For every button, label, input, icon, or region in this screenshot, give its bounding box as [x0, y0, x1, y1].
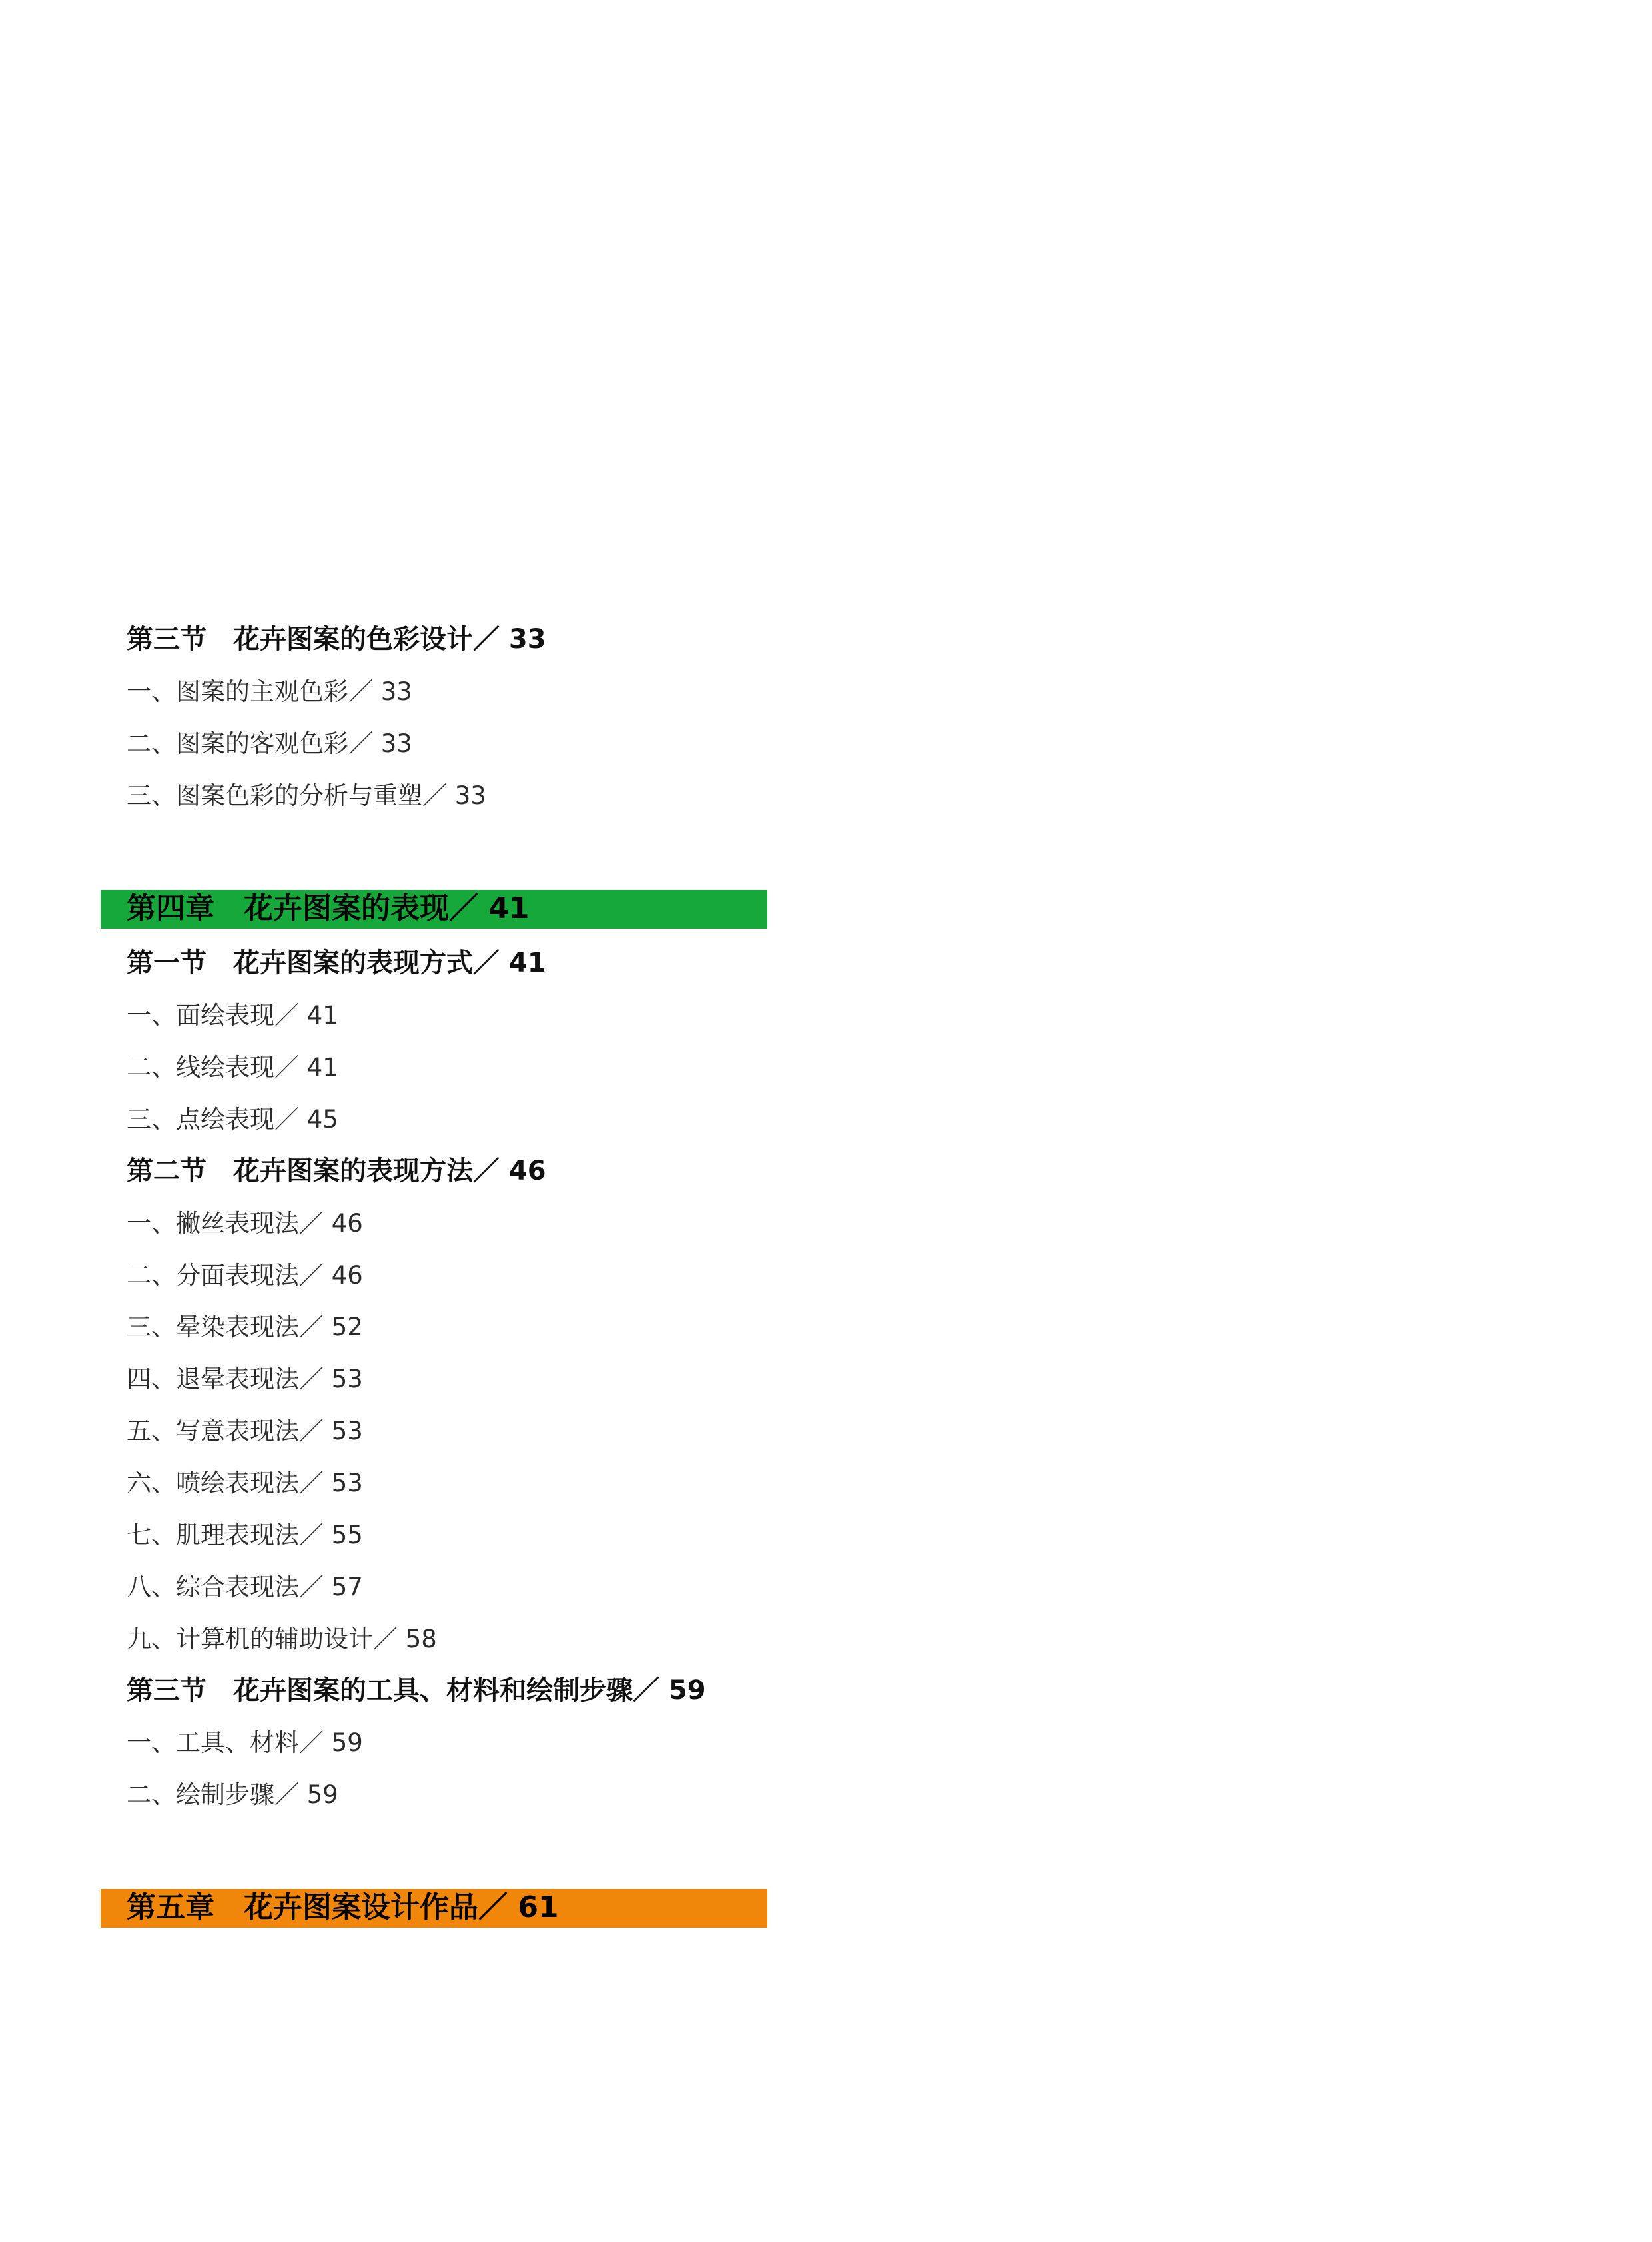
toc-item[interactable]: 三、晕染表现法／ 52: [127, 1313, 363, 1341]
toc-item[interactable]: 一、工具、材料／ 59: [127, 1728, 363, 1757]
toc-section-3-color-design[interactable]: 第三节 花卉图案的色彩设计／ 33: [127, 624, 546, 655]
toc-item[interactable]: 二、线绘表现／ 41: [127, 1053, 338, 1082]
toc-item[interactable]: 一、面绘表现／ 41: [127, 1001, 338, 1030]
toc-item[interactable]: 五、写意表现法／ 53: [127, 1417, 363, 1445]
toc-item[interactable]: 九、计算机的辅助设计／ 58: [127, 1625, 437, 1653]
toc-item[interactable]: 一、图案的主观色彩／ 33: [127, 677, 412, 706]
toc-item[interactable]: 二、分面表现法／ 46: [127, 1261, 363, 1290]
toc-item[interactable]: 三、点绘表现／ 45: [127, 1105, 338, 1134]
toc-item[interactable]: 四、退晕表现法／ 53: [127, 1365, 363, 1393]
toc-section-4-1[interactable]: 第一节 花卉图案的表现方式／ 41: [127, 948, 546, 978]
toc-item[interactable]: 三、图案色彩的分析与重塑／ 33: [127, 781, 486, 810]
toc-item[interactable]: 二、图案的客观色彩／ 33: [127, 729, 412, 758]
toc-chapter-4[interactable]: 第四章 花卉图案的表现／ 41: [127, 891, 530, 925]
toc-item[interactable]: 二、绘制步骤／ 59: [127, 1780, 338, 1809]
toc-item[interactable]: 一、撇丝表现法／ 46: [127, 1209, 363, 1238]
toc-item[interactable]: 六、喷绘表现法／ 53: [127, 1469, 363, 1497]
toc-section-4-3[interactable]: 第三节 花卉图案的工具、材料和绘制步骤／ 59: [127, 1675, 706, 1706]
toc-section-4-2[interactable]: 第二节 花卉图案的表现方法／ 46: [127, 1156, 546, 1186]
toc-item[interactable]: 七、肌理表现法／ 55: [127, 1521, 363, 1549]
toc-item[interactable]: 八、综合表现法／ 57: [127, 1573, 363, 1601]
chapter-4-header-bar: [101, 890, 767, 929]
toc-chapter-5[interactable]: 第五章 花卉图案设计作品／ 61: [127, 1890, 559, 1924]
chapter-5-header-bar: [101, 1889, 767, 1928]
